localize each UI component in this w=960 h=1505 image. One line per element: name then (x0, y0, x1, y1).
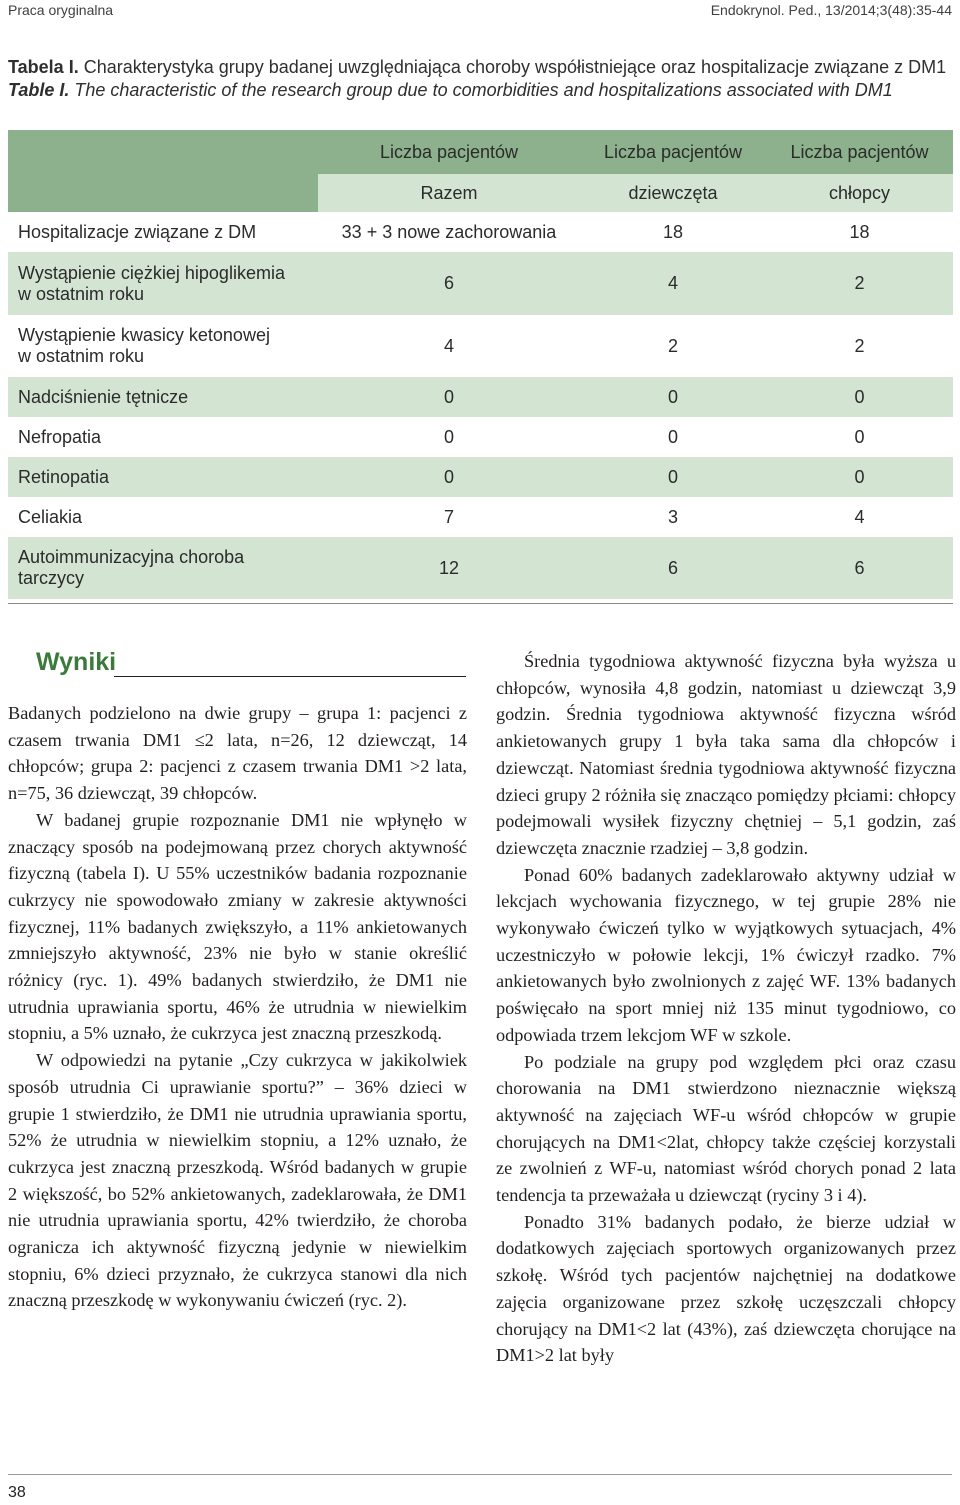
table-row (8, 537, 953, 599)
section-heading: Wyniki (36, 648, 117, 676)
row-label: Nadciśnienie tętnicze (8, 377, 318, 417)
table-cell: 4 (766, 497, 953, 537)
subheader-cell: Razem (318, 174, 580, 212)
paragraph: W odpowiedzi na pytanie „Czy cukrzyca w jakikolwiek sposób utrudnia Ci uprawianie sportu?” – 36% dzieci w grupie 1 stwierdziło, że DM1 nie utrudnia uprawiania sportu, 52% że utrudnia w niewielkim stopniu, a 12% uznało, że cukrzyca jest znaczną przeszkodą. Wśród badanych w grupie 2 większość, bo 52% ankietowanych, zadeklarowała, że DM1 nie utrudnia uprawiania sportu, 42% twierdziło, że choroba ogranicza ich aktywność fizyczną jedynie w niewielkim stopniu, 6% dzieci przyznało, że cukrzyca stanowi dla nich znaczną przeszkodę w wykonywaniu ćwiczeń (ryc. 2). (8, 1050, 467, 1311)
table-cell: 2 (580, 315, 766, 377)
table-row (8, 212, 953, 252)
table-cell: 0 (766, 377, 953, 417)
table-cell: 33 + 3 nowe zachorowania (318, 212, 580, 252)
table-cell: 6 (580, 537, 766, 599)
table-row (8, 252, 953, 315)
table-caption (8, 56, 952, 102)
table-cell: 0 (766, 457, 953, 497)
row-label: Celiakia (8, 497, 318, 537)
paragraph: Średnia tygodniowa aktywność fizyczna była wyższa u chłopców, wynosiła 4,8 godzin, natomiast u dziewcząt 3,9 godzin. Średnia tygodniowa aktywność fizyczna wśród ankietowanych grupy 1 była taka sama dla chłopców i dziewcząt. Natomiast średnia tygodniowa aktywność fizyczna dzieci grupy 2 różniła się znacząco pomiędzy płciami: chłopcy podejmowali wysiłek fizyczny chętniej – 5,1 godzin, zaś dziewczęta znacznie rzadziej – 3,8 godzin. (496, 651, 956, 858)
paragraph: Ponad 60% badanych zadeklarowało aktywny udział w lekcjach wychowania fizycznego, w tej grupie 28% nie wykonywało ćwiczeń tylko w wyjątkowych sytuacjach, 4% uczestniczyło w połowie lekcji, 1% ćwiczył rzadko. 7% ankietowanych było zwolnionych z zajęć WF. 13% badanych poświęcało na sport mniej niż 135 minut tygodniowo, co odpowiada trzem lekcjom WF w szkole. (496, 864, 956, 1045)
table-cell: 7 (318, 497, 580, 537)
row-label: Wystąpienie ciężkiej hipoglikemia w ostatnim roku (8, 252, 318, 315)
paragraph: Badanych podzielono na dwie grupy – grupa 1: pacjenci z czasem trwania DM1 ≤2 lata, n=26, 12 dziewcząt, 14 chłopców; grupa 2: pacjenci z czasem trwania DM1 >2 lata, n=75, 36 dziewcząt, 39 chłopców. (8, 703, 467, 804)
table-header-row (8, 130, 953, 174)
header-blank-cell (8, 130, 318, 174)
table-cell: 0 (580, 377, 766, 417)
table-cell: 4 (580, 252, 766, 315)
header-cell: Liczba pacjentów (766, 130, 953, 174)
paragraph: Po podziale na grupy pod względem płci oraz czasu chorowania na DM1 stwierdzono nieznacznie większą aktywność na zajęciach WF-u wśród chłopców w grupie chorujących na DM1<2lat, chłopcy także częściej korzystali ze zwolnień z WF-u, natomiast wśród chorych ponad 2 lata tendencja ta przeważała u dziewcząt (ryciny 3 i 4). (496, 1051, 956, 1206)
text-column-right (496, 648, 956, 1369)
table-cell: 0 (580, 417, 766, 457)
subheader-cell: chłopcy (766, 174, 953, 212)
table-cell: 0 (318, 377, 580, 417)
paragraph: W badanej grupie rozpoznanie DM1 nie wpłynęło w znaczący sposób na podejmowaną przez chorych aktywność fizyczną (tabela I). U 55% uczestników badania rozpoznanie cukrzycy nie spowodowało zmiany w zakresie aktywności fizycznej, 11% badanych zwiększyło, a 11% ankietowanych zmniejszyło aktywność, 23% nie było w stanie określić różnicy (ryc. 1). 49% badanych stwierdziło, że DM1 nie utrudnia uprawiania sportu, 46% że utrudnia w niewielkim stopniu, a 5% uznało, że cukrzyca jest znaczną przeszkodą. (8, 809, 467, 1044)
row-label: Wystąpienie kwasicy ketonowej w ostatnim roku (8, 315, 318, 377)
caption-polish (8, 56, 952, 79)
table-cell: 0 (318, 457, 580, 497)
table-cell: 12 (318, 537, 580, 599)
table-cell: 6 (766, 537, 953, 599)
caption-english-text: The characteristic of the research group due to comorbidities and hospitalizations associated with DM1 (74, 80, 893, 100)
caption-english (8, 79, 952, 102)
text-column-left (8, 700, 467, 1314)
row-label: Nefropatia (8, 417, 318, 457)
subheader-cell: dziewczęta (580, 174, 766, 212)
section-heading-rule (114, 676, 466, 677)
caption-polish-text: Charakterystyka grupy badanej uwzględniająca choroby współistniejące oraz hospitalizacje związane z DM1 (83, 57, 947, 77)
article-type: Praca oryginalna (8, 2, 114, 18)
table-row (8, 417, 953, 457)
page-number: 38 (8, 1484, 26, 1501)
table-row (8, 497, 953, 537)
table-cell: 2 (766, 315, 953, 377)
table-bottom-rule (8, 603, 953, 604)
table-cell: 18 (580, 212, 766, 252)
table-cell: 2 (766, 252, 953, 315)
table-cell: 0 (318, 417, 580, 457)
caption-english-label: Table I. (8, 80, 70, 100)
table-subheader-row (8, 174, 953, 212)
table-cell: 4 (318, 315, 580, 377)
footer-rule (8, 1474, 952, 1475)
data-table (8, 130, 953, 599)
table-cell: 3 (580, 497, 766, 537)
row-label: Autoimmunizacyjna choroba tarczycy (8, 537, 318, 599)
table-cell: 0 (580, 457, 766, 497)
paragraph: Ponadto 31% badanych podało, że bierze udział w dodatkowych zajęciach sportowych organizowanych przez szkołę. Wśród tych pacjentów najchętniej na dodatkowe zajęcia organizowane przez szkołę uczęszczali chłopcy chorujący na DM1<2 lat (43%), zaś dziewczęta chorujące na DM1>2 lat były (496, 1211, 956, 1366)
table-cell: 6 (318, 252, 580, 315)
row-label: Hospitalizacje związane z DM (8, 212, 318, 252)
row-label: Retinopatia (8, 457, 318, 497)
table-cell: 0 (766, 417, 953, 457)
running-header (8, 0, 952, 20)
subheader-blank-cell (8, 174, 318, 212)
table-cell: 18 (766, 212, 953, 252)
header-cell: Liczba pacjentów (580, 130, 766, 174)
header-cell: Liczba pacjentów (318, 130, 580, 174)
table-row (8, 377, 953, 417)
table-row (8, 315, 953, 377)
caption-polish-label: Tabela I. (8, 57, 79, 77)
journal-citation: Endokrynol. Ped., 13/2014;3(48):35-44 (710, 2, 952, 18)
table-row (8, 457, 953, 497)
